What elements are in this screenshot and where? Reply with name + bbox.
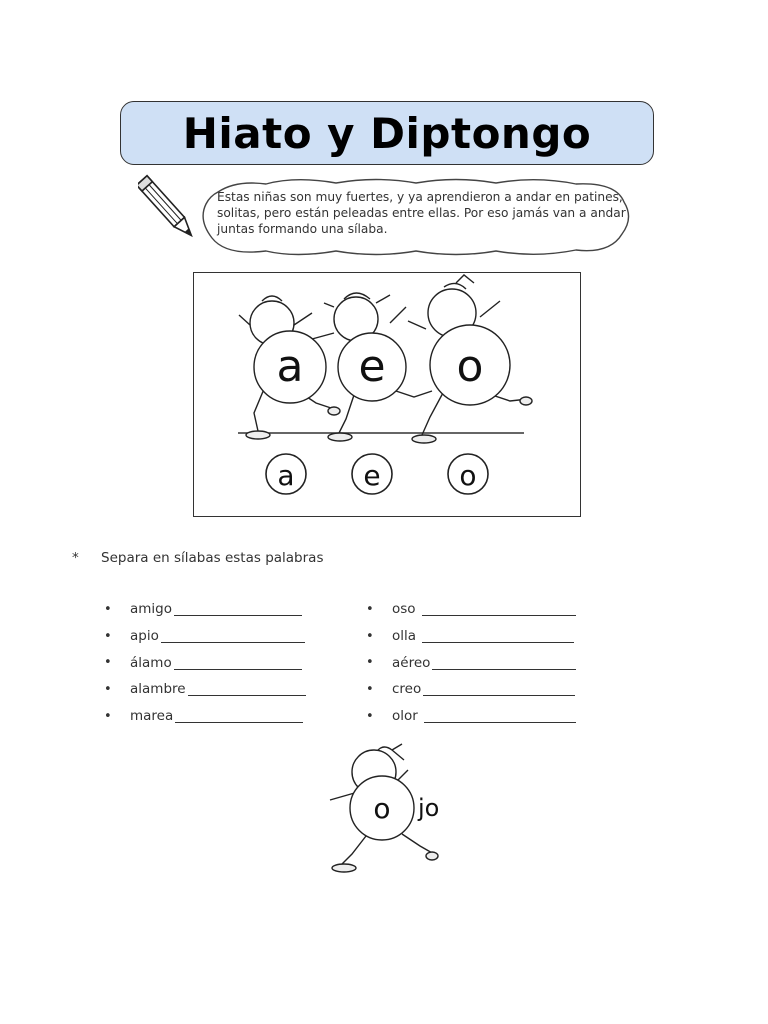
- circle-letter-a: a: [277, 459, 295, 492]
- answer-blank[interactable]: [423, 682, 575, 696]
- answer-blank[interactable]: [432, 656, 576, 670]
- answer-blank[interactable]: [424, 709, 576, 723]
- answer-blank[interactable]: [174, 602, 302, 616]
- list-item: [366, 676, 576, 703]
- list-item: [104, 596, 306, 623]
- instruction-marker: *: [72, 550, 79, 566]
- list-item: [366, 623, 576, 650]
- list-item: [366, 703, 576, 730]
- instruction-text: Separa en sílabas estas palabras: [101, 550, 324, 566]
- word-label: álamo: [130, 654, 172, 671]
- answer-blank[interactable]: [422, 602, 576, 616]
- bullet-icon: •: [366, 601, 374, 617]
- answer-blank[interactable]: [175, 709, 303, 723]
- word-label: creo: [392, 681, 422, 698]
- circle-letter-o: o: [459, 459, 477, 492]
- word-list-left: [104, 596, 306, 729]
- bullet-icon: •: [104, 628, 112, 644]
- answer-blank[interactable]: [161, 629, 305, 643]
- list-item: [104, 649, 306, 676]
- bullet-icon: •: [104, 681, 112, 697]
- answer-blank[interactable]: [422, 629, 574, 643]
- bullet-icon: •: [104, 601, 112, 617]
- word-label: amigo: [130, 601, 173, 618]
- body-letter-a: a: [276, 341, 304, 392]
- skating-girls-drawing: [194, 273, 580, 516]
- intro-text: Estas niñas son muy fuertes, y ya aprendieron a andar en patines, solitas, pero están peleadas entre ellas. Por eso jamás van a andar juntas formando una sílaba.: [217, 190, 626, 236]
- bullet-icon: •: [104, 655, 112, 671]
- word-label: apio: [130, 628, 159, 645]
- bullet-icon: •: [366, 655, 374, 671]
- bullet-icon: •: [366, 628, 374, 644]
- title-banner: [120, 101, 654, 165]
- word-label: olla: [392, 628, 417, 645]
- list-item: [104, 623, 306, 650]
- bullet-icon: •: [366, 708, 374, 724]
- word-label: marea: [130, 708, 174, 725]
- word-label: alambre: [130, 681, 186, 698]
- answer-blank[interactable]: [188, 682, 306, 696]
- answer-blank[interactable]: [174, 656, 302, 670]
- bullet-icon: •: [366, 681, 374, 697]
- list-item: [104, 676, 306, 703]
- list-item: [366, 649, 576, 676]
- word-list-right: [366, 596, 576, 729]
- skaters-illustration: [193, 272, 581, 517]
- word-label: aéreo: [392, 654, 431, 671]
- pencil-icon: [138, 172, 198, 244]
- circle-letter-e: e: [363, 459, 381, 492]
- list-item: [366, 596, 576, 623]
- bullet-icon: •: [104, 708, 112, 724]
- suffix-jo: jo: [418, 794, 440, 822]
- skater-girl-ojo: [322, 742, 446, 878]
- list-item: [104, 703, 306, 730]
- page-title: Hiato y Diptongo: [182, 108, 592, 158]
- body-letter-o: o: [373, 792, 391, 825]
- body-letter-e: e: [358, 341, 386, 392]
- body-letter-o: o: [456, 341, 484, 392]
- word-label: oso: [392, 601, 416, 618]
- word-label: olor: [392, 708, 418, 725]
